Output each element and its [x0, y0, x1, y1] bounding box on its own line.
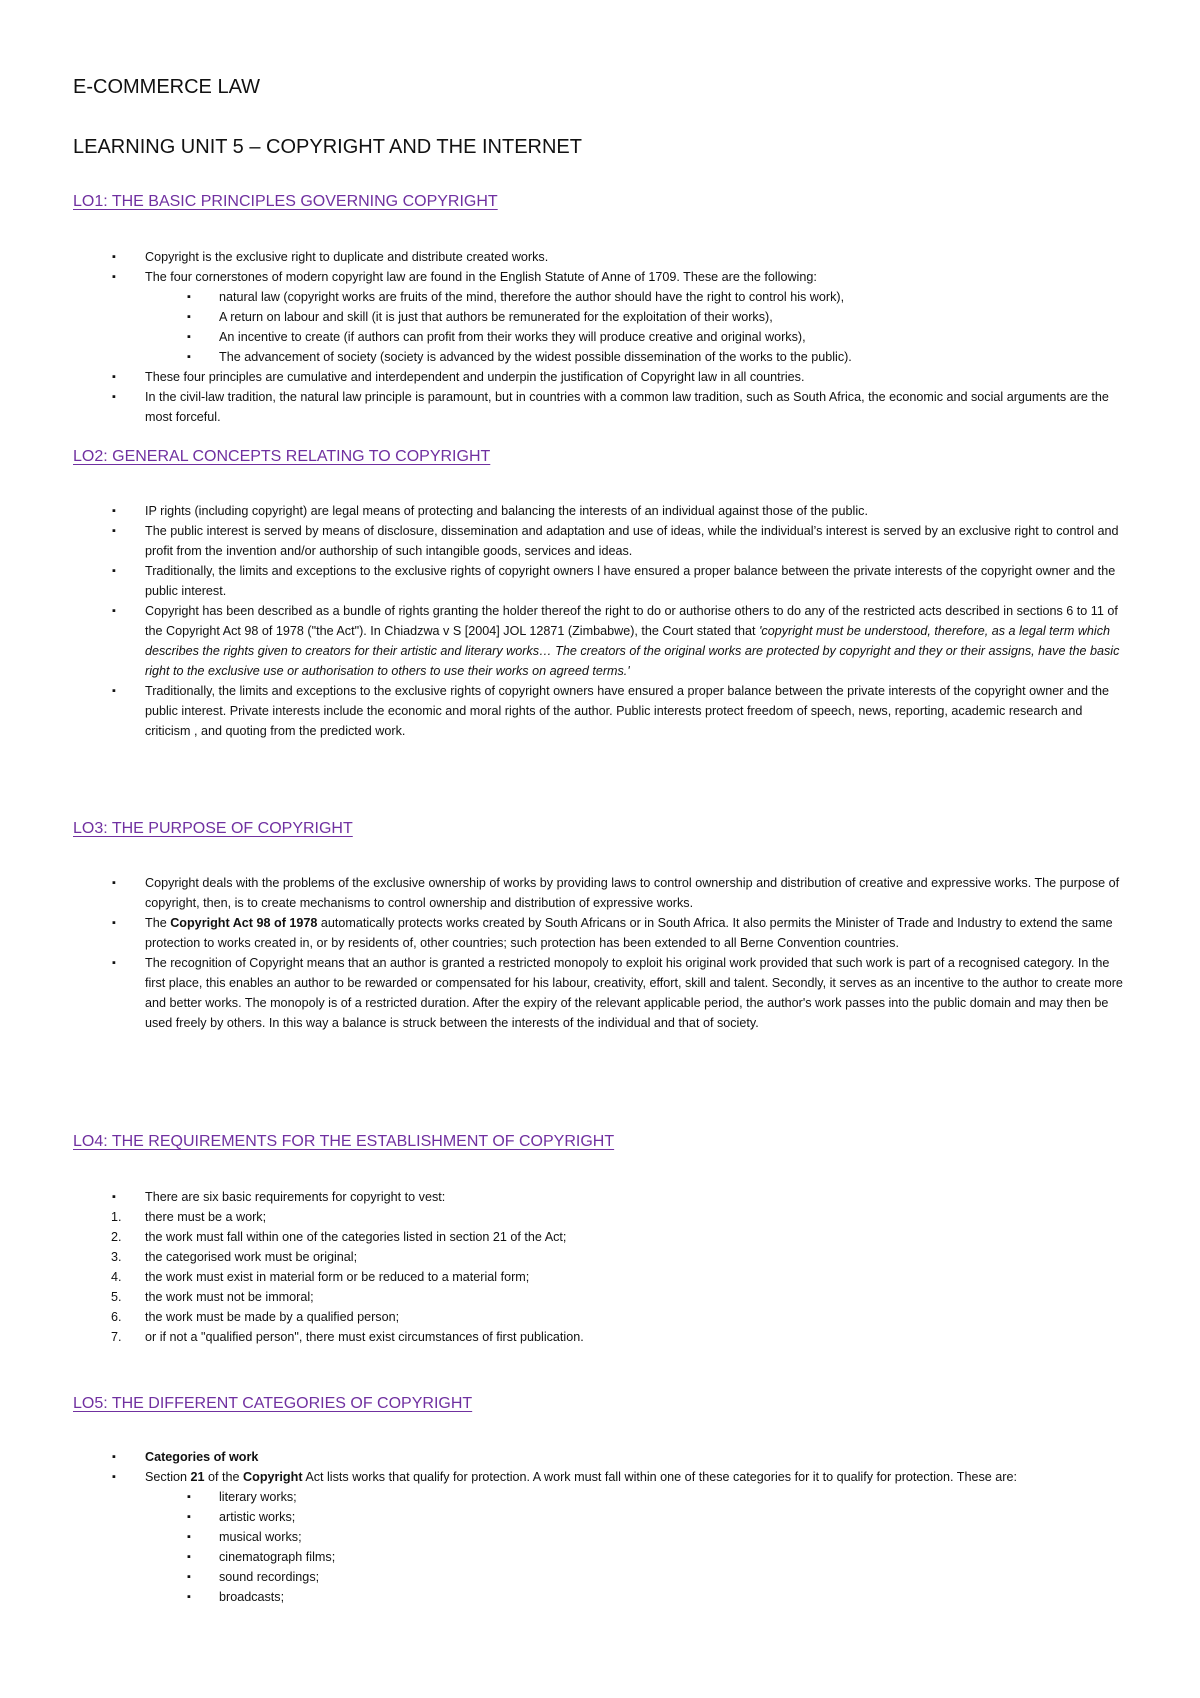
sub-list-item: ▪ musical works; — [73, 1527, 1130, 1547]
item-number: 2. — [111, 1230, 122, 1244]
item-text: the work must be made by a qualified person; — [145, 1310, 400, 1324]
list-item: ▪ There are six basic requirements for copyright to vest: — [73, 1187, 1130, 1207]
list-item-text: automatically protects works created by South Africans or in South Africa. It also permits the Minister of Trade and Industry to extend the same protection to works created in, or by residents of, other countries; such protection has been extended to all Berne Convention countries. — [145, 916, 1113, 950]
list-item-text: Copyright has been described as a bundle of rights granting the holder thereof the right to do or authorise others to do any of the restricted acts described in sections 6 to 11 of the Copyright Act 98 of 1978 ("the Act"). In Chiadzwa v S [2004] JOL 12871 (Zimbabwe), the Court stated that — [145, 604, 1118, 638]
list-item: ▪ The recognition of Copyright means that an author is granted a restricted monopoly to exploit his original work provided that such work is part of a recognised category. In the first place, this enables an author to be rewarded or compensated for his labour, creativity, effort, skill and talent. Secondly, it serves as an incentive to the author to create more and better works. The monopoly is of a restricted duration. After the expiry of the relevant applicable period, the author's work passes into the public domain and may then be used freely by others. In this way a balance is struck between the interests of the individual and that of society. — [73, 953, 1130, 1033]
item-number: 7. — [111, 1330, 122, 1344]
court-quote: 'copyright must be understood, therefore, as a legal term which describes the rights given to creators for their artistic and literary works… The creators of the original works are protected by copyright and they or their assigns, have the basic right to the exclusive use or authorisation to others to use their works on agreed terms.' — [145, 624, 1120, 678]
sub-list-item: ▪ broadcasts; — [73, 1587, 1130, 1607]
item-number: 4. — [111, 1270, 122, 1284]
sub-list-item: ▪ A return on labour and skill (it is just that authors be remunerated for the exploitation of their works), — [73, 307, 1130, 327]
item-number: 3. — [111, 1250, 122, 1264]
list-item-text: of the — [204, 1470, 244, 1484]
lo5-heading: LO5: THE DIFFERENT CATEGORIES OF COPYRIGHT — [73, 1395, 473, 1412]
sub-list-item: ▪ The advancement of society (society is advanced by the widest possible dissemination of the works to the public). — [73, 347, 1130, 367]
list-item-text: Act lists works that qualify for protection. A work must fall within one of these categories for it to qualify for protection. These are: — [302, 1470, 1017, 1484]
list-item: ▪ Traditionally, the limits and exceptions to the exclusive rights of copyright owners have ensured a proper balance between the private interests of the copyright owner and the public interest. Private interests include the economic and moral rights of the author. Public interests protect freedom of speech, news, reporting, academic research and criticism , and quoting from the predicted work. — [73, 681, 1130, 741]
requirements-list — [73, 1207, 1130, 1347]
item-text: or if not a "qualified person", there must exist circumstances of first publication. — [145, 1330, 584, 1344]
lo4-intro-list — [73, 1187, 1130, 1207]
lo1-list — [73, 247, 1130, 427]
numbered-item — [73, 1327, 1130, 1347]
list-item: ▪ IP rights (including copyright) are legal means of protecting and balancing the interests of an individual against those of the public. — [73, 501, 1130, 521]
item-text: the work must exist in material form or be reduced to a material form; — [145, 1270, 530, 1284]
document-title: E-COMMERCE LAW — [73, 76, 261, 98]
list-item: ▪ In the civil-law tradition, the natural law principle is paramount, but in countries with a common law tradition, such as South Africa, the economic and social arguments are the most forceful. — [73, 387, 1130, 427]
item-text: the categorised work must be original; — [145, 1250, 358, 1264]
list-item — [73, 1467, 1130, 1487]
act-name: Copyright — [243, 1470, 303, 1484]
item-number: 6. — [111, 1310, 122, 1324]
lo2-heading: LO2: GENERAL CONCEPTS RELATING TO COPYRIGHT — [73, 448, 491, 465]
numbered-item — [73, 1207, 1130, 1227]
act-name: Copyright Act 98 of 1978 — [170, 916, 318, 930]
sub-list-item: ▪ cinematograph films; — [73, 1547, 1130, 1567]
list-item-text: Section — [145, 1470, 191, 1484]
item-text: the work must fall within one of the categories listed in section 21 of the Act; — [145, 1230, 567, 1244]
numbered-item — [73, 1227, 1130, 1247]
numbered-item — [73, 1267, 1130, 1287]
section-number: 21 — [190, 1470, 205, 1484]
list-item: ▪ Traditionally, the limits and exceptions to the exclusive rights of copyright owners l have ensured a proper balance between the private interests of the copyright owner and the public interest. — [73, 561, 1130, 601]
lo2-list — [73, 501, 1130, 741]
list-item — [73, 913, 1130, 953]
sub-list-item: ▪ An incentive to create (if authors can profit from their works they will produce creative and original works), — [73, 327, 1130, 347]
item-text: there must be a work; — [145, 1210, 267, 1224]
lo3-list — [73, 873, 1130, 1033]
list-item: ▪ Copyright is the exclusive right to duplicate and distribute created works. — [73, 247, 1130, 267]
numbered-item — [73, 1287, 1130, 1307]
item-number: 5. — [111, 1290, 122, 1304]
list-item: ▪ Copyright deals with the problems of the exclusive ownership of works by providing laws to control ownership and distribution of creative and expressive works. The purpose of copyright, then, is to create mechanisms to control ownership and distribution of expressive works. — [73, 873, 1130, 913]
list-item: ▪ These four principles are cumulative and interdependent and underpin the justification of Copyright law in all countries. — [73, 367, 1130, 387]
lo5-list — [73, 1447, 1130, 1607]
list-item — [73, 601, 1130, 681]
sub-list-item: ▪ sound recordings; — [73, 1567, 1130, 1587]
sub-list-item: ▪ artistic works; — [73, 1507, 1130, 1527]
lo4-heading: LO4: THE REQUIREMENTS FOR THE ESTABLISHMENT OF COPYRIGHT — [73, 1133, 615, 1150]
lo3-heading: LO3: THE PURPOSE OF COPYRIGHT — [73, 820, 353, 837]
item-number: 1. — [111, 1210, 122, 1224]
numbered-item — [73, 1247, 1130, 1267]
lo1-heading: LO1: THE BASIC PRINCIPLES GOVERNING COPYRIGHT — [73, 193, 498, 210]
sub-list-item: ▪ literary works; — [73, 1487, 1130, 1507]
numbered-item — [73, 1307, 1130, 1327]
list-item-text: The — [145, 916, 171, 930]
item-text: the work must not be immoral; — [145, 1290, 314, 1304]
list-item: ▪ The four cornerstones of modern copyright law are found in the English Statute of Anne of 1709. These are the following: — [73, 267, 1130, 287]
list-item: ▪ Categories of work — [73, 1447, 1130, 1467]
unit-title: LEARNING UNIT 5 – COPYRIGHT AND THE INTERNET — [73, 136, 582, 158]
list-item: ▪ The public interest is served by means of disclosure, dissemination and adaptation and use of ideas, while the individual’s interest is served by an exclusive right to control and profit from the invention and/or authorship of such intangible goods, services and ideas. — [73, 521, 1130, 561]
sub-list-item: ▪ natural law (copyright works are fruits of the mind, therefore the author should have the right to control his work), — [73, 287, 1130, 307]
